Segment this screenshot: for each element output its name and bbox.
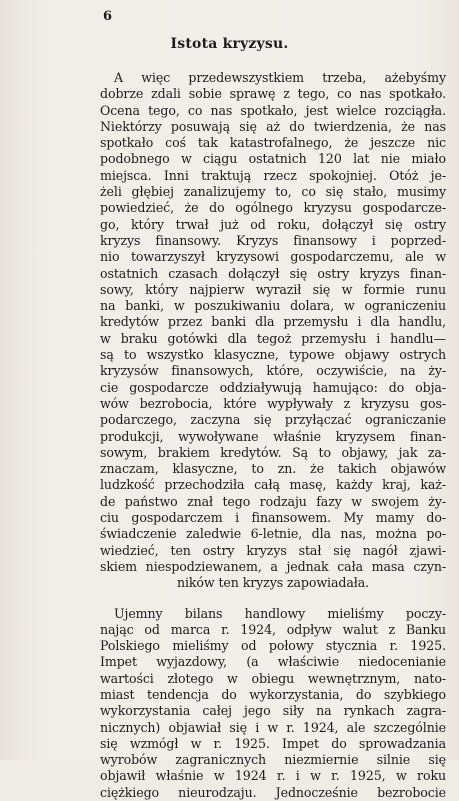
- text-line: ostatnich czasach dołączył się ostry kryzys finan-: [100, 266, 446, 282]
- text-line: Ujemny bilans handlowy mieliśmy poczy-: [100, 606, 446, 622]
- text-line: żeli głębiej zanalizujemy to, co się stało, musimy: [100, 184, 446, 200]
- text-line: powiedzieć, że do ogólnego kryzysu gospodarcze-: [100, 200, 446, 216]
- text-line: wyrobów zagranicznych niezmiernie silnie się: [100, 752, 446, 768]
- text-line: podarczego, zaczyna się przyłączać ograniczanie: [100, 412, 446, 428]
- text-line: cie gospodarcze oddziaływują hamująco: do obja-: [100, 380, 446, 396]
- text-line: sowym, brakiem kredytów. Są to objawy, jak za-: [100, 445, 446, 461]
- text-line: kryzys finansowy. Kryzys finansowy i poprzed-: [100, 233, 446, 249]
- body-text: [100, 70, 446, 801]
- text-line: produkcji, wywoływane właśnie kryzysem finan-: [100, 429, 446, 445]
- text-line: A więc przedewszystkiem trzeba, ażebyśmy: [100, 70, 446, 86]
- text-line: na banki, w poszukiwaniu dolara, w ograniczeniu: [100, 298, 446, 314]
- text-line: kryzysów finansowych, które, oczywiście, na ży-: [100, 363, 446, 379]
- paragraph-gap: [100, 592, 446, 606]
- paragraph: [100, 70, 446, 592]
- text-line: wiedzieć, ten ostry kryzys stał się nagół zjawi-: [100, 543, 446, 559]
- text-line: miast tendencja do wykorzystania, do szybkiego: [100, 687, 446, 703]
- text-line: go, który trwał już od roku, dołączył się ostry: [100, 217, 446, 233]
- page-number: 6: [103, 9, 112, 24]
- text-line: kredytów przez banki dla przemysłu i dla handlu,: [100, 314, 446, 330]
- text-line: skiem niespodziewanem, a jednak cała masa czyn-: [100, 559, 446, 575]
- paragraph: [100, 606, 446, 801]
- text-line: w braku gotówki dla tegoż przemysłu i handlu—: [100, 331, 446, 347]
- text-line: de państwo znał tego rodzaju fazy w swojem ży-: [100, 494, 446, 510]
- text-line: się wzmógł w r. 1925. Impet do sprowadzania: [100, 736, 446, 752]
- text-line: spotkało coś tak katastrofalnego, że jeszcze nic: [100, 135, 446, 151]
- text-line: objawił właśnie w 1924 r. i w r. 1925, w roku: [100, 768, 446, 784]
- text-line: nając od marca r. 1924, odpływ walut z Banku: [100, 622, 446, 638]
- text-line: Impet wyjazdowy, (a właściwie niedocenianie: [100, 654, 446, 670]
- text-line: Polskiego mieliśmy od połowy stycznia r. 1925.: [100, 638, 446, 654]
- text-line: wów bezrobocia, które wypływały z kryzysu gos-: [100, 396, 446, 412]
- text-line: podobnego w ciągu ostatnich 120 lat nie miało: [100, 151, 446, 167]
- text-line: miejsca. Inni traktują rzecz spokojniej. Otóż je-: [100, 168, 446, 184]
- text-line: świadczenie zaledwie 6-letnie, dla nas, można po-: [100, 526, 446, 542]
- text-line: Niektórzy posuwają się aż do twierdzenia, że nas: [100, 119, 446, 135]
- text-line: nio towarzyszył kryzysowi gospodarczemu, ale w: [100, 249, 446, 265]
- text-line: dobrze zdali sobie sprawę z tego, co nas spotkało.: [100, 86, 446, 102]
- text-line: ludzkość przechodziła całą masę, każdy kraj, każ-: [100, 477, 446, 493]
- text-line: wartości złotego w obiegu wewnętrznym, nato-: [100, 671, 446, 687]
- text-line: ników ten kryzys zapowiadała.: [100, 575, 446, 591]
- text-line: wykorzystania całej jego siły na rynkach zagra-: [100, 703, 446, 719]
- text-line: są to wszystko klasyczne, typowe objawy ostrych: [100, 347, 446, 363]
- text-line: Ocena tego, co nas spotkało, jest wielce rozciągła.: [100, 103, 446, 119]
- text-line: nicznych) objawiał się i w r. 1924, ale szczególnie: [100, 720, 446, 736]
- text-line: znaczam, klasyczne, to zn. że takich objawów: [100, 461, 446, 477]
- text-line: ciu gospodarczem i finansowem. My mamy do-: [100, 510, 446, 526]
- text-line: sowy, który najpierw wyraził się w formie runu: [100, 282, 446, 298]
- chapter-title: Istota kryzysu.: [0, 36, 459, 52]
- text-line: ciężkiego nieurodzaju. Jednocześnie bezrobocie: [100, 785, 446, 801]
